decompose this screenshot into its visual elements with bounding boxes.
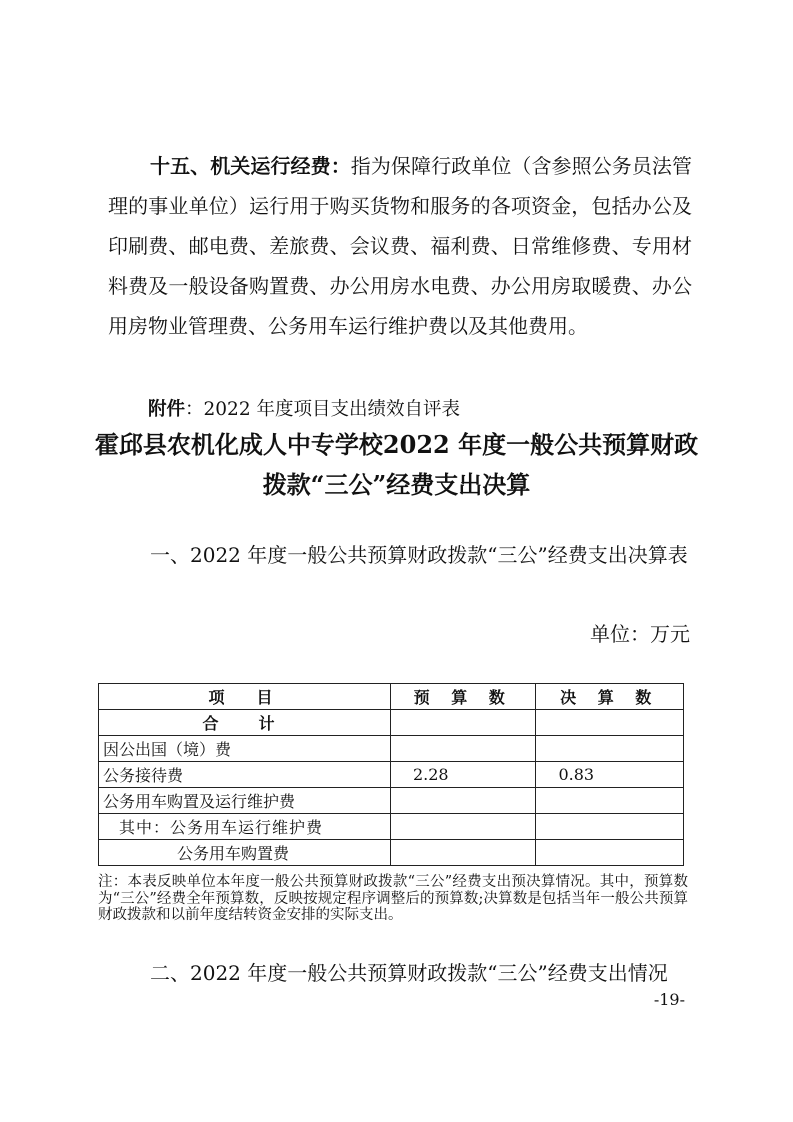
title-line-2: 拨款“三公”经费支出决算: [262, 470, 531, 499]
expense-table: [98, 683, 684, 866]
term: 十五、机关运行经费: [150, 154, 331, 178]
header-budget: 预 算 数: [390, 684, 535, 710]
row-budget: [390, 814, 535, 840]
table-row: [99, 788, 684, 814]
title-line-1: 霍邱县农机化成人中专学校2022 年度一般公共预算财政: [94, 430, 699, 459]
section-heading-1: 一、2022 年度一般公共预算财政拨款“三公”经费支出决算表: [150, 543, 688, 567]
row-actual: [536, 736, 684, 762]
row-budget: [390, 788, 535, 814]
row-item: 合 计: [99, 710, 391, 736]
section-heading-2: 二、2022 年度一般公共预算财政拨款“三公”经费支出情况: [150, 961, 668, 985]
unit-label: 单位：万元: [590, 622, 690, 646]
attachment-label: 附件: [148, 399, 186, 420]
table-row: [99, 710, 684, 736]
page-title: [90, 425, 703, 505]
header-actual: 决 算 数: [536, 684, 684, 710]
row-budget: [390, 736, 535, 762]
row-actual: [536, 710, 684, 736]
row-item: 公务用车购置费: [99, 840, 391, 866]
table-header: [99, 684, 684, 710]
row-item: 其中：公务用车运行维护费: [99, 814, 391, 840]
row-item: 公务用车购置及运行维护费: [99, 788, 391, 814]
table-row: [99, 814, 684, 840]
row-item: 因公出国（境）费: [99, 736, 391, 762]
definition-text: 指为保障行政单位（含参照公务员法管理的事业单位）运行用于购买货物和服务的各项资金，包括办公及印刷费、邮电费、差旅费、会议费、福利费、日常维修费、专用材料费及一般设备购置费、办公用房水电费、办公用房取暖费、办公用房物业管理费、公务用车运行维护费以及其他费用。: [108, 154, 693, 338]
row-actual: [536, 840, 684, 866]
table-row: [99, 762, 684, 788]
row-budget: [390, 710, 535, 736]
row-actual: [536, 788, 684, 814]
term-colon: ：: [330, 154, 351, 178]
row-actual: 0.83: [536, 762, 684, 788]
attachment-line: [148, 395, 460, 421]
table-row: [99, 840, 684, 866]
row-item: 公务接待费: [99, 762, 391, 788]
row-budget: 2.28: [390, 762, 535, 788]
attachment-text: ：2022 年度项目支出绩效自评表: [185, 399, 460, 420]
definition-paragraph: [108, 146, 692, 346]
row-budget: [390, 840, 535, 866]
table-row: [99, 736, 684, 762]
table-note: 注：本表反映单位本年度一般公共预算财政拨款“三公”经费支出预决算情况。其中，预算数为“三公”经费全年预算数，反映按规定程序调整后的预算数;决算数是包括当年一般公共预算财政拨款和以前年度结转资金安排的实际支出。: [98, 874, 688, 923]
row-actual: [536, 814, 684, 840]
header-item: 项 目: [99, 684, 391, 710]
page-number: -19-: [653, 990, 685, 1009]
